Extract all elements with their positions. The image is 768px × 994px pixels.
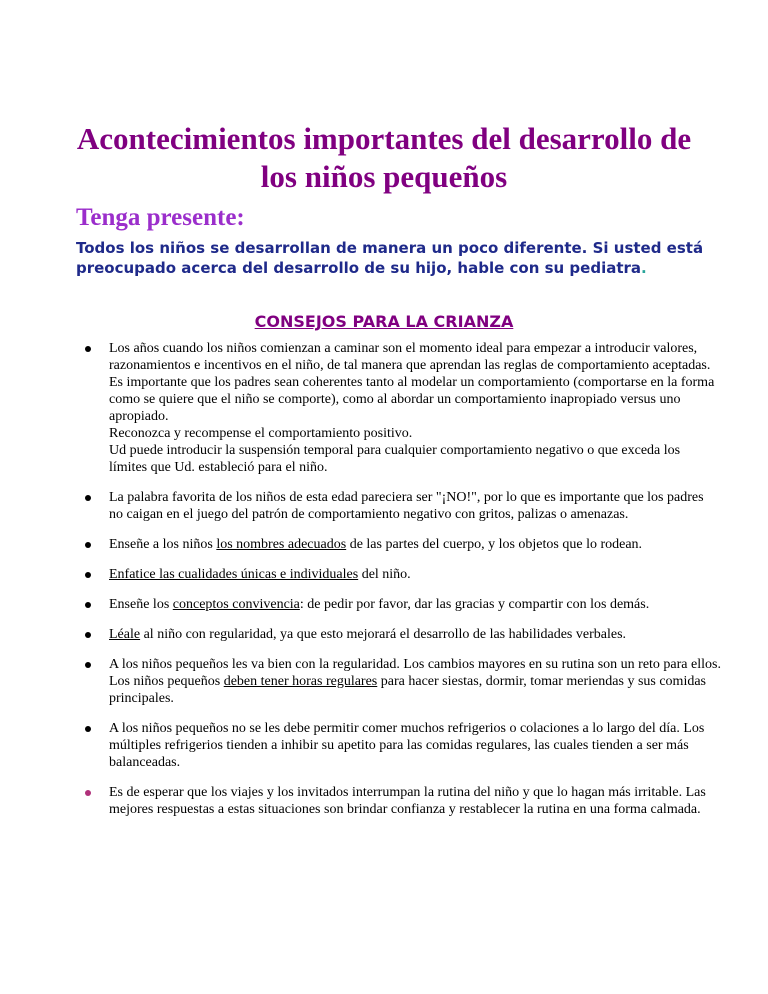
list-item bbox=[109, 626, 721, 643]
notice-period: . bbox=[641, 259, 647, 277]
tip-text: al niño con regularidad, ya que esto mejorará el desarrollo de las habilidades verbales. bbox=[140, 627, 627, 642]
tip-text: A los niños pequeños les va bien con la regularidad. Los cambios mayores en su rutina son un reto para ellos. Los niños pequeños bbox=[109, 657, 721, 689]
tip-text: La palabra favorita de los niños de esta edad pareciera ser "¡NO!", por lo que es importante que los padres no caigan en el juego del patrón de comportamiento negativo con gritos, palizas o amenazas. bbox=[109, 490, 704, 522]
page-title: Acontecimientos importantes del desarrollo de los niños pequeños bbox=[76, 121, 692, 194]
list-item bbox=[109, 536, 721, 553]
tip-link[interactable]: los nombres adecuados bbox=[216, 537, 347, 552]
list-item bbox=[109, 720, 721, 771]
tip-text: : de pedir por favor, dar las gracias y compartir con los demás. bbox=[299, 597, 650, 612]
list-item bbox=[109, 340, 721, 476]
tip-text: Los años cuando los niños comienzan a caminar son el momento ideal para empezar a introducir valores, razonamientos e incentivos en el niño, de tal manera que aprendan las reglas de comportamiento aceptadas. Es importante que los padres sean coherentes tanto al modelar un comportamiento (comportarse en la forma como se quiere que el niño se comporte), como al abordar un comportamiento inapropiado versus uno apropiado. bbox=[109, 341, 715, 424]
tip-text: para hacer siestas, dormir, tomar meriendas y sus comidas principales. bbox=[109, 674, 706, 706]
tip-link[interactable]: deben tener horas regulares bbox=[223, 674, 378, 689]
tip-text: Enseñe a los niños bbox=[109, 537, 217, 552]
list-item bbox=[109, 596, 721, 613]
notice-body: Todos los niños se desarrollan de manera un poco diferente. Si usted está preocupado acerca del desarrollo de su hijo, hable con su pediatra bbox=[76, 239, 704, 277]
tip-link[interactable]: Léale bbox=[109, 627, 141, 642]
tip-text: A los niños pequeños no se les debe permitir comer muchos refrigerios o colaciones a lo largo del día. Los múltiples refrigerios tienden a inhibir su apetito para las comidas regulares, las cuales tienden a ser más balanceadas. bbox=[109, 721, 705, 770]
tip-text: Es de esperar que los viajes y los invitados interrumpan la rutina del niño y que lo hagan más irritable. Las mejores respuestas a estas situaciones son brindar confianza y restablecer la rutina en una forma calmada. bbox=[109, 785, 706, 817]
notice-text bbox=[76, 238, 736, 278]
tips-list bbox=[84, 340, 721, 831]
section-title bbox=[0, 311, 768, 333]
tip-text: Reconozca y recompense el comportamiento positivo. bbox=[109, 426, 413, 441]
tip-link[interactable]: conceptos convivencia bbox=[172, 597, 300, 612]
tip-text: del niño. bbox=[358, 567, 411, 582]
list-item bbox=[109, 489, 721, 523]
list-item bbox=[109, 566, 721, 583]
section-title-text: CONSEJOS PARA LA CRIANZA bbox=[254, 312, 514, 331]
tip-text: de las partes del cuerpo, y los objetos que lo rodean. bbox=[346, 537, 643, 552]
subtitle: Tenga presente: bbox=[76, 204, 245, 231]
tip-text: Enseñe los bbox=[109, 597, 173, 612]
list-item bbox=[109, 656, 721, 707]
list-item bbox=[109, 784, 721, 818]
tip-link[interactable]: Enfatice las cualidades únicas e individuales bbox=[109, 567, 359, 582]
tip-text: Ud puede introducir la suspensión temporal para cualquier comportamiento negativo o que exceda los límites que Ud. estableció para el niño. bbox=[109, 443, 681, 475]
